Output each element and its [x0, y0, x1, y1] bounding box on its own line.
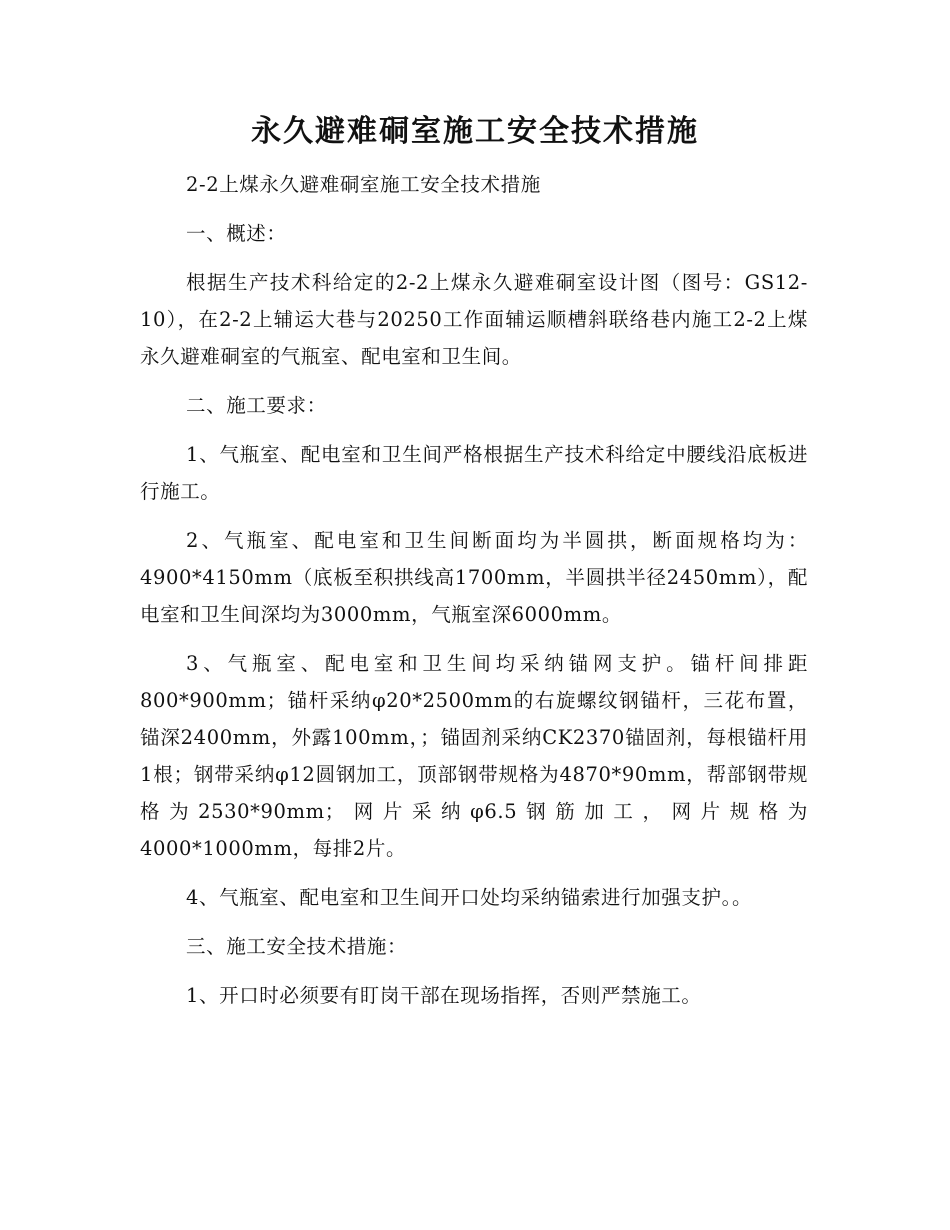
requirement-item-1: 1、气瓶室、配电室和卫生间严格根据生产技术科给定中腰线沿底板进行施工。 [140, 443, 808, 503]
section-heading-safety-measures: 三、施工安全技术措施： [186, 935, 408, 958]
safety-measure-item-1: 1、开口时必须要有盯岗干部在现场指挥，否则严禁施工。 [186, 984, 702, 1007]
section-heading-requirements: 二、施工要求： [186, 394, 327, 417]
requirement-item-4: 4、气瓶室、配电室和卫生间开口处均采纳锚索进行加强支护。。 [186, 886, 753, 909]
overview-paragraph: 根据生产技术科给定的2-2上煤永久避难硐室设计图（图号：GS12-10），在2-2上辅运大巷与20250工作面辅运顺槽斜联络巷内施工2-2上煤永久避难硐室的气瓶室、配电室和卫生间。 [140, 271, 808, 368]
requirement-item-3: 3、气瓶室、配电室和卫生间均采纳锚网支护。锚杆间排距800*900mm；锚杆采纳φ20*2500mm的右旋螺纹钢锚杆，三花布置，锚深2400mm，外露100mm，；锚固剂采纳CK2370锚固剂，每根锚杆用1根；钢带采纳φ12圆钢加工，顶部钢带规格为4870*90mm，帮部钢带规格为2530*90mm；网片采纳φ6.5钢筋加工，网片规格为4000*1000mm，每排2片。 [140, 652, 808, 860]
document-title: 永久避难硐室施工安全技术措施 [251, 114, 699, 149]
requirement-item-2: 2、气瓶室、配电室和卫生间断面均为半圆拱，断面规格均为：4900*4150mm（底板至积拱线高1700mm，半圆拱半径2450mm），配电室和卫生间深均为3000mm，气瓶室深6000mm。 [140, 529, 808, 626]
section-heading-overview: 一、概述： [186, 222, 287, 245]
subtitle-paragraph: 2-2上煤永久避难硐室施工安全技术措施 [186, 173, 541, 196]
document-body [140, 166, 808, 1014]
